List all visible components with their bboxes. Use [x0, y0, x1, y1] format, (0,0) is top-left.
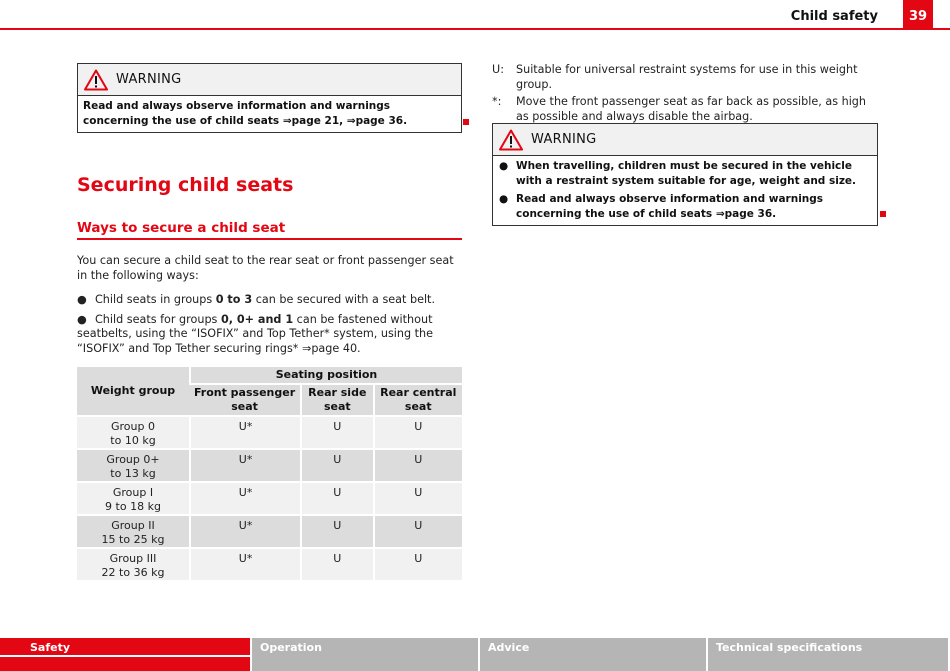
table-row	[77, 417, 462, 450]
table-cell: U	[300, 549, 372, 582]
warning-triangle-icon	[84, 69, 108, 91]
bullet-bold-text: 0, 0+ and 1	[220, 312, 294, 326]
group-name: Group I	[112, 486, 154, 499]
nav-tab-safety[interactable]: Safety	[0, 638, 250, 671]
column-header: Front passenger seat	[189, 385, 300, 417]
table-cell: U*	[189, 516, 300, 549]
warning-title: WARNING	[116, 72, 182, 87]
note-key: *:	[492, 95, 502, 108]
table-cell: U*	[189, 483, 300, 516]
section-subtitle: Ways to secure a child seat	[77, 220, 286, 236]
note-item	[492, 95, 877, 124]
note-item	[492, 63, 877, 92]
column-header: Rear side seat	[300, 385, 372, 417]
bullet-dot: ●	[77, 293, 87, 306]
table-cell: U	[373, 450, 463, 483]
intro-paragraph: You can secure a child seat to the rear seat or front passenger seat in the following ways:	[77, 254, 454, 282]
table-cell: U	[300, 417, 372, 450]
warning-item	[498, 159, 872, 189]
note-text: Suitable for universal restraint systems for use in this weight group.	[516, 63, 858, 91]
active-tab-stripe	[0, 655, 250, 657]
bullet-text: Child seats for groups	[95, 312, 221, 326]
section-end-marker	[463, 119, 469, 125]
page-number: 39	[903, 0, 933, 30]
warning-header	[78, 64, 461, 96]
warning-title: WARNING	[531, 132, 597, 147]
group-cell	[77, 549, 189, 582]
table-cell: U	[373, 483, 463, 516]
table-row	[77, 516, 462, 549]
table-cell: U*	[189, 549, 300, 582]
warning-item	[498, 192, 872, 222]
table-cell: U	[373, 549, 463, 582]
group-name: Group II	[111, 519, 155, 532]
warning-item-text: Read and always observe information and warnings concerning the use of child seats ⇒page 36.	[516, 193, 824, 220]
table-cell: U*	[189, 417, 300, 450]
table-cell: U	[300, 516, 372, 549]
nav-tab-operation[interactable]: Operation	[252, 638, 478, 671]
legend-notes	[492, 63, 877, 124]
warning-text: Read and always observe information and warnings concerning the use of child seats ⇒page 21, ⇒page 36.	[83, 100, 408, 127]
subtitle-rule	[77, 238, 462, 240]
note-text: Move the front passenger seat as far back as possible, as high as possible and always disable the airbag.	[516, 95, 867, 123]
nav-tab-advice[interactable]: Advice	[480, 638, 706, 671]
warning-box-right	[492, 123, 878, 226]
group-name: Group III	[109, 552, 157, 565]
column-header: Rear central seat	[373, 385, 463, 417]
group-cell	[77, 417, 189, 450]
group-cell	[77, 483, 189, 516]
table-cell: U	[300, 483, 372, 516]
bullet-text: can be fastened without seatbelts, using the “ISOFIX” and Top Tether* system, using the “ISOFIX” and Top Tether securing rings* ⇒page 40.	[77, 312, 434, 355]
bullet-text: Child seats in groups	[95, 293, 216, 306]
group-weight: 15 to 25 kg	[101, 533, 165, 546]
bullet-text: can be secured with a seat belt.	[252, 293, 436, 306]
warning-item-text: When travelling, children must be secured in the vehicle with a restraint system suitable for age, weight and size.	[516, 160, 857, 187]
group-weight: to 10 kg	[110, 434, 156, 447]
section-title: Securing child seats	[77, 174, 294, 196]
section-end-marker	[880, 211, 886, 217]
bullet-bold-text: 0 to 3	[215, 293, 253, 306]
weight-group-header: Weight group	[77, 367, 189, 417]
chapter-title: Child safety	[790, 9, 878, 24]
group-cell	[77, 516, 189, 549]
group-name: Group 0+	[106, 453, 160, 466]
list-item	[77, 313, 462, 357]
note-key: U:	[492, 63, 504, 76]
warning-header	[493, 124, 877, 156]
group-cell	[77, 450, 189, 483]
table-row	[77, 549, 462, 582]
warning-triangle-icon	[499, 129, 523, 151]
table-cell: U	[300, 450, 372, 483]
group-weight: 22 to 36 kg	[101, 566, 165, 579]
group-name: Group 0	[111, 420, 155, 433]
bullet-dot: ●	[499, 160, 509, 172]
header-rule	[0, 28, 950, 30]
list-item	[77, 293, 462, 308]
table-row	[77, 483, 462, 516]
nav-tab-technical-specifications[interactable]: Technical specifications	[708, 638, 948, 671]
group-weight: 9 to 18 kg	[105, 500, 161, 513]
warning-list	[493, 156, 877, 225]
table-row	[77, 450, 462, 483]
table-cell: U*	[189, 450, 300, 483]
seating-table	[77, 367, 462, 582]
warning-box-top	[77, 63, 462, 133]
table-cell: U	[373, 417, 463, 450]
table-cell: U	[373, 516, 463, 549]
bullet-dot: ●	[77, 312, 87, 326]
seating-position-header: Seating position	[189, 367, 462, 385]
group-weight: to 13 kg	[110, 467, 156, 480]
bullet-list	[77, 293, 462, 356]
bullet-dot: ●	[499, 193, 509, 205]
